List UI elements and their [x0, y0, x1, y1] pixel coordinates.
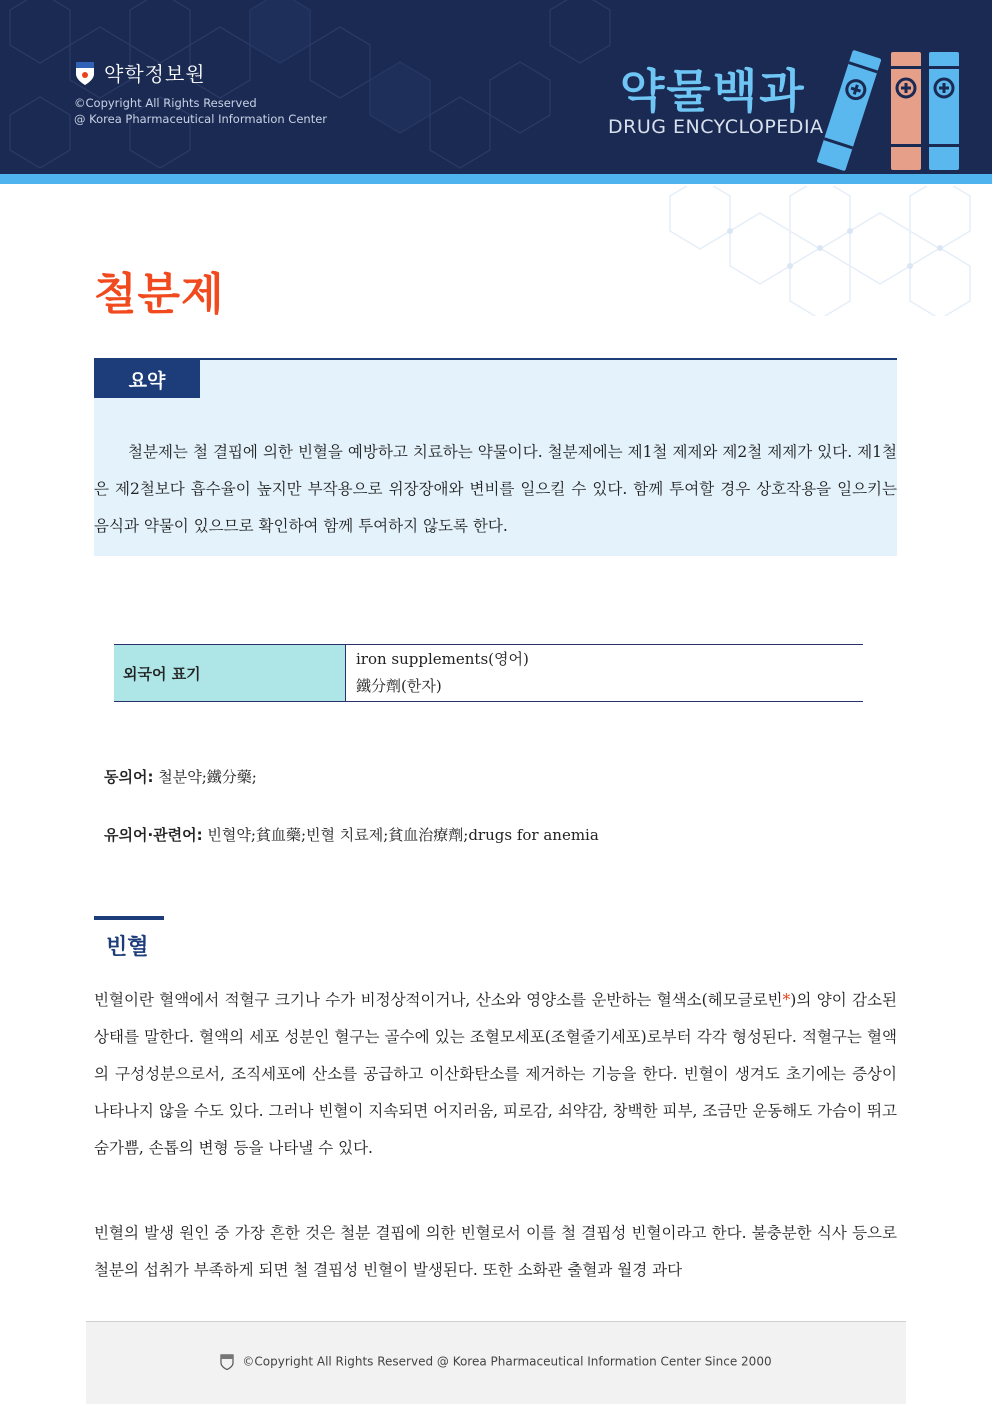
section-title: 빈혈 — [106, 935, 149, 960]
section-paragraph-1 — [94, 982, 897, 1167]
page-footer — [86, 1321, 906, 1404]
paragraph-1-text-a: 빈혈이란 혈액에서 적혈구 크기나 수가 비정상적이거나, 산소와 영양소를 운반하는 혈색소(헤모글로빈 — [94, 991, 783, 1009]
foreign-name-english: iron supplements(영어) — [356, 650, 529, 668]
footer-text: ©Copyright All Rights Reserved @ Korea Pharmaceutical Information Center Since 2000 — [242, 1354, 772, 1369]
header-stripe — [0, 174, 992, 184]
section-paragraph-2: 빈혈의 발생 원인 중 가장 흔한 것은 철분 결핍에 의한 빈혈로서 이를 철 결핍성 빈혈이라고 한다. 불충분한 식사 등으로 철분의 섭취가 부족하게 되면 철 결핍성 빈혈이 발생된다. 또한 소화관 출혈과 월경 과다 — [94, 1224, 897, 1279]
copyright-line-1: ©Copyright All Rights Reserved — [74, 96, 257, 110]
org-name: 약학정보원 — [104, 62, 206, 86]
summary-text: 철분제는 철 결핍에 의한 빈혈을 예방하고 치료하는 약물이다. 철분제에는 제1철 제제와 제2철 제제가 있다. 제1철은 제2철보다 흡수율이 높지만 부작용으로 위장장애와 변비를 일으킬 수 있다. 함께 투여할 경우 상호작용을 일으키는 음식과 약물이 있으므로 확인하여 함께 투여하지 않도록 한다. — [94, 443, 897, 535]
org-logo — [74, 58, 206, 87]
paragraph-1-text-b: )의 양이 감소된 상태를 말한다. 혈액의 세포 성분인 혈구는 골수에 있는 조혈모세포(조혈줄기세포)로부터 각각 형성된다. 적혈구는 혈액의 구성성분으로서, 조직세포에 산소를 공급하고 이산화탄소를 제거하는 기능을 한다. 빈혈이 생겨도 초기에는 증상이 나타나지 않을 수도 있다. 그러나 빈혈이 지속되면 어지러움, 피로감, 쇠약감, 창백한 피부, 조금만 운동해도 가슴이 뛰고 숨가쁨, 손톱의 변형 등을 나타낼 수 있다. — [94, 991, 898, 1157]
medicine-books-icon — [815, 44, 965, 174]
copyright-line-2: @ Korea Pharmaceutical Information Center — [74, 112, 327, 126]
shield-icon — [220, 1354, 234, 1370]
glossary-asterisk[interactable]: * — [782, 991, 791, 1009]
synonyms-label: 동의어: — [104, 768, 154, 786]
encyclopedia-title: 약물백과 — [620, 64, 806, 118]
summary-box — [94, 358, 897, 556]
encyclopedia-subtitle: DRUG ENCYCLOPEDIA — [608, 116, 824, 138]
synonyms-value: 철분약;鐵分藥; — [158, 768, 257, 786]
foreign-names-label: 외국어 표기 — [114, 645, 346, 701]
related-terms-value: 빈혈약;貧血藥;빈혈 치료제;貧血治療劑;drugs for anemia — [207, 826, 599, 844]
header-copyright — [74, 95, 327, 127]
footer-copyright — [86, 1354, 906, 1370]
section-title-bar — [94, 916, 164, 920]
header-banner — [0, 0, 992, 174]
related-terms-label: 유의어·관련어: — [104, 826, 203, 844]
summary-label: 요약 — [94, 360, 200, 398]
shield-icon — [74, 60, 96, 86]
page-title: 철분제 — [94, 269, 225, 320]
synonyms-line — [104, 766, 257, 787]
foreign-names-values — [346, 645, 529, 701]
foreign-name-hanja: 鐵分劑(한자) — [356, 677, 442, 695]
foreign-names-table — [114, 644, 863, 702]
hexagon-decoration — [610, 186, 992, 316]
related-terms-line — [104, 824, 599, 845]
